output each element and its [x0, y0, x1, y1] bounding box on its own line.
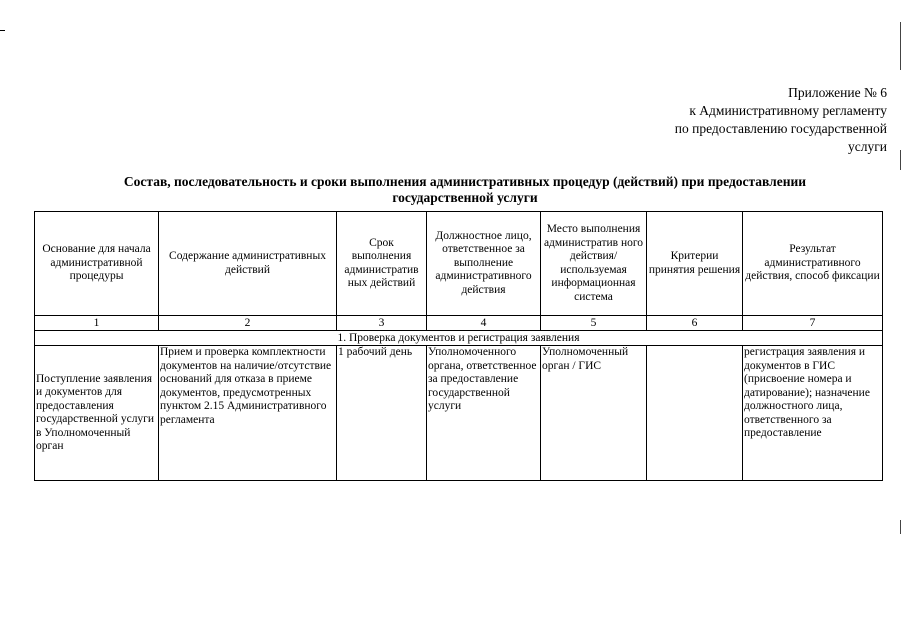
column-number: 3: [337, 316, 427, 331]
stage-title: 1. Проверка документов и регистрация заявления: [35, 331, 883, 346]
column-number-row: [35, 316, 883, 331]
stage-row: [35, 331, 883, 346]
header-cell: Место выполнения административ ного действия/ используемая информационная система: [541, 212, 647, 316]
header-cell: Результат административного действия, способ фиксации: [743, 212, 883, 316]
document-title: [20, 174, 905, 206]
scan-edge-line-bottom: [900, 520, 901, 534]
appendix-number: Приложение № 6: [788, 85, 887, 100]
scan-edge-line-mid: [900, 150, 901, 170]
title-line-2: государственной услуги: [392, 190, 538, 205]
cell-official: Уполномоченного органа, ответственное за предоставление государственной услуги: [427, 346, 541, 481]
cell-basis: Поступление заявления и документов для предоставления государственной услуги в Уполномоченный орган: [35, 346, 159, 481]
appendix-service-end: услуги: [848, 139, 887, 154]
cell-criteria: [647, 346, 743, 481]
column-number: 2: [159, 316, 337, 331]
scan-edge-mark: [0, 30, 5, 31]
header-cell: Основание для начала административной процедуры: [35, 212, 159, 316]
column-number: 4: [427, 316, 541, 331]
appendix-regulation: к Административному регламенту: [689, 103, 887, 118]
scan-edge-line-top: [900, 22, 901, 70]
header-cell: Срок выполнения административ ных действий: [337, 212, 427, 316]
header-cell: Содержание административных действий: [159, 212, 337, 316]
column-number: 1: [35, 316, 159, 331]
procedures-table: [34, 211, 883, 481]
cell-content: Прием и проверка комплектности документов на наличие/отсутствие оснований для отказа в приеме документов, предусмотренных пунктом 2.15 Административного регламента: [159, 346, 337, 481]
appendix-header: [607, 84, 887, 156]
cell-term: 1 рабочий день: [337, 346, 427, 481]
column-number: 5: [541, 316, 647, 331]
header-cell: Критерии принятия решения: [647, 212, 743, 316]
header-cell: Должностное лицо, ответственное за выполнение административного действия: [427, 212, 541, 316]
appendix-service: по предоставлению государственной: [674, 121, 887, 136]
column-number: 7: [743, 316, 883, 331]
column-number: 6: [647, 316, 743, 331]
table-header-row: [35, 212, 883, 316]
table-row: [35, 346, 883, 481]
cell-result: регистрация заявления и документов в ГИС (присвоение номера и датирование); назначение должностного лица, ответственного за предоставление: [743, 346, 883, 481]
title-line-1: Состав, последовательность и сроки выполнения административных процедур (действий) при предоставлении: [123, 174, 807, 189]
cell-place: Уполномоченный орган / ГИС: [541, 346, 647, 481]
